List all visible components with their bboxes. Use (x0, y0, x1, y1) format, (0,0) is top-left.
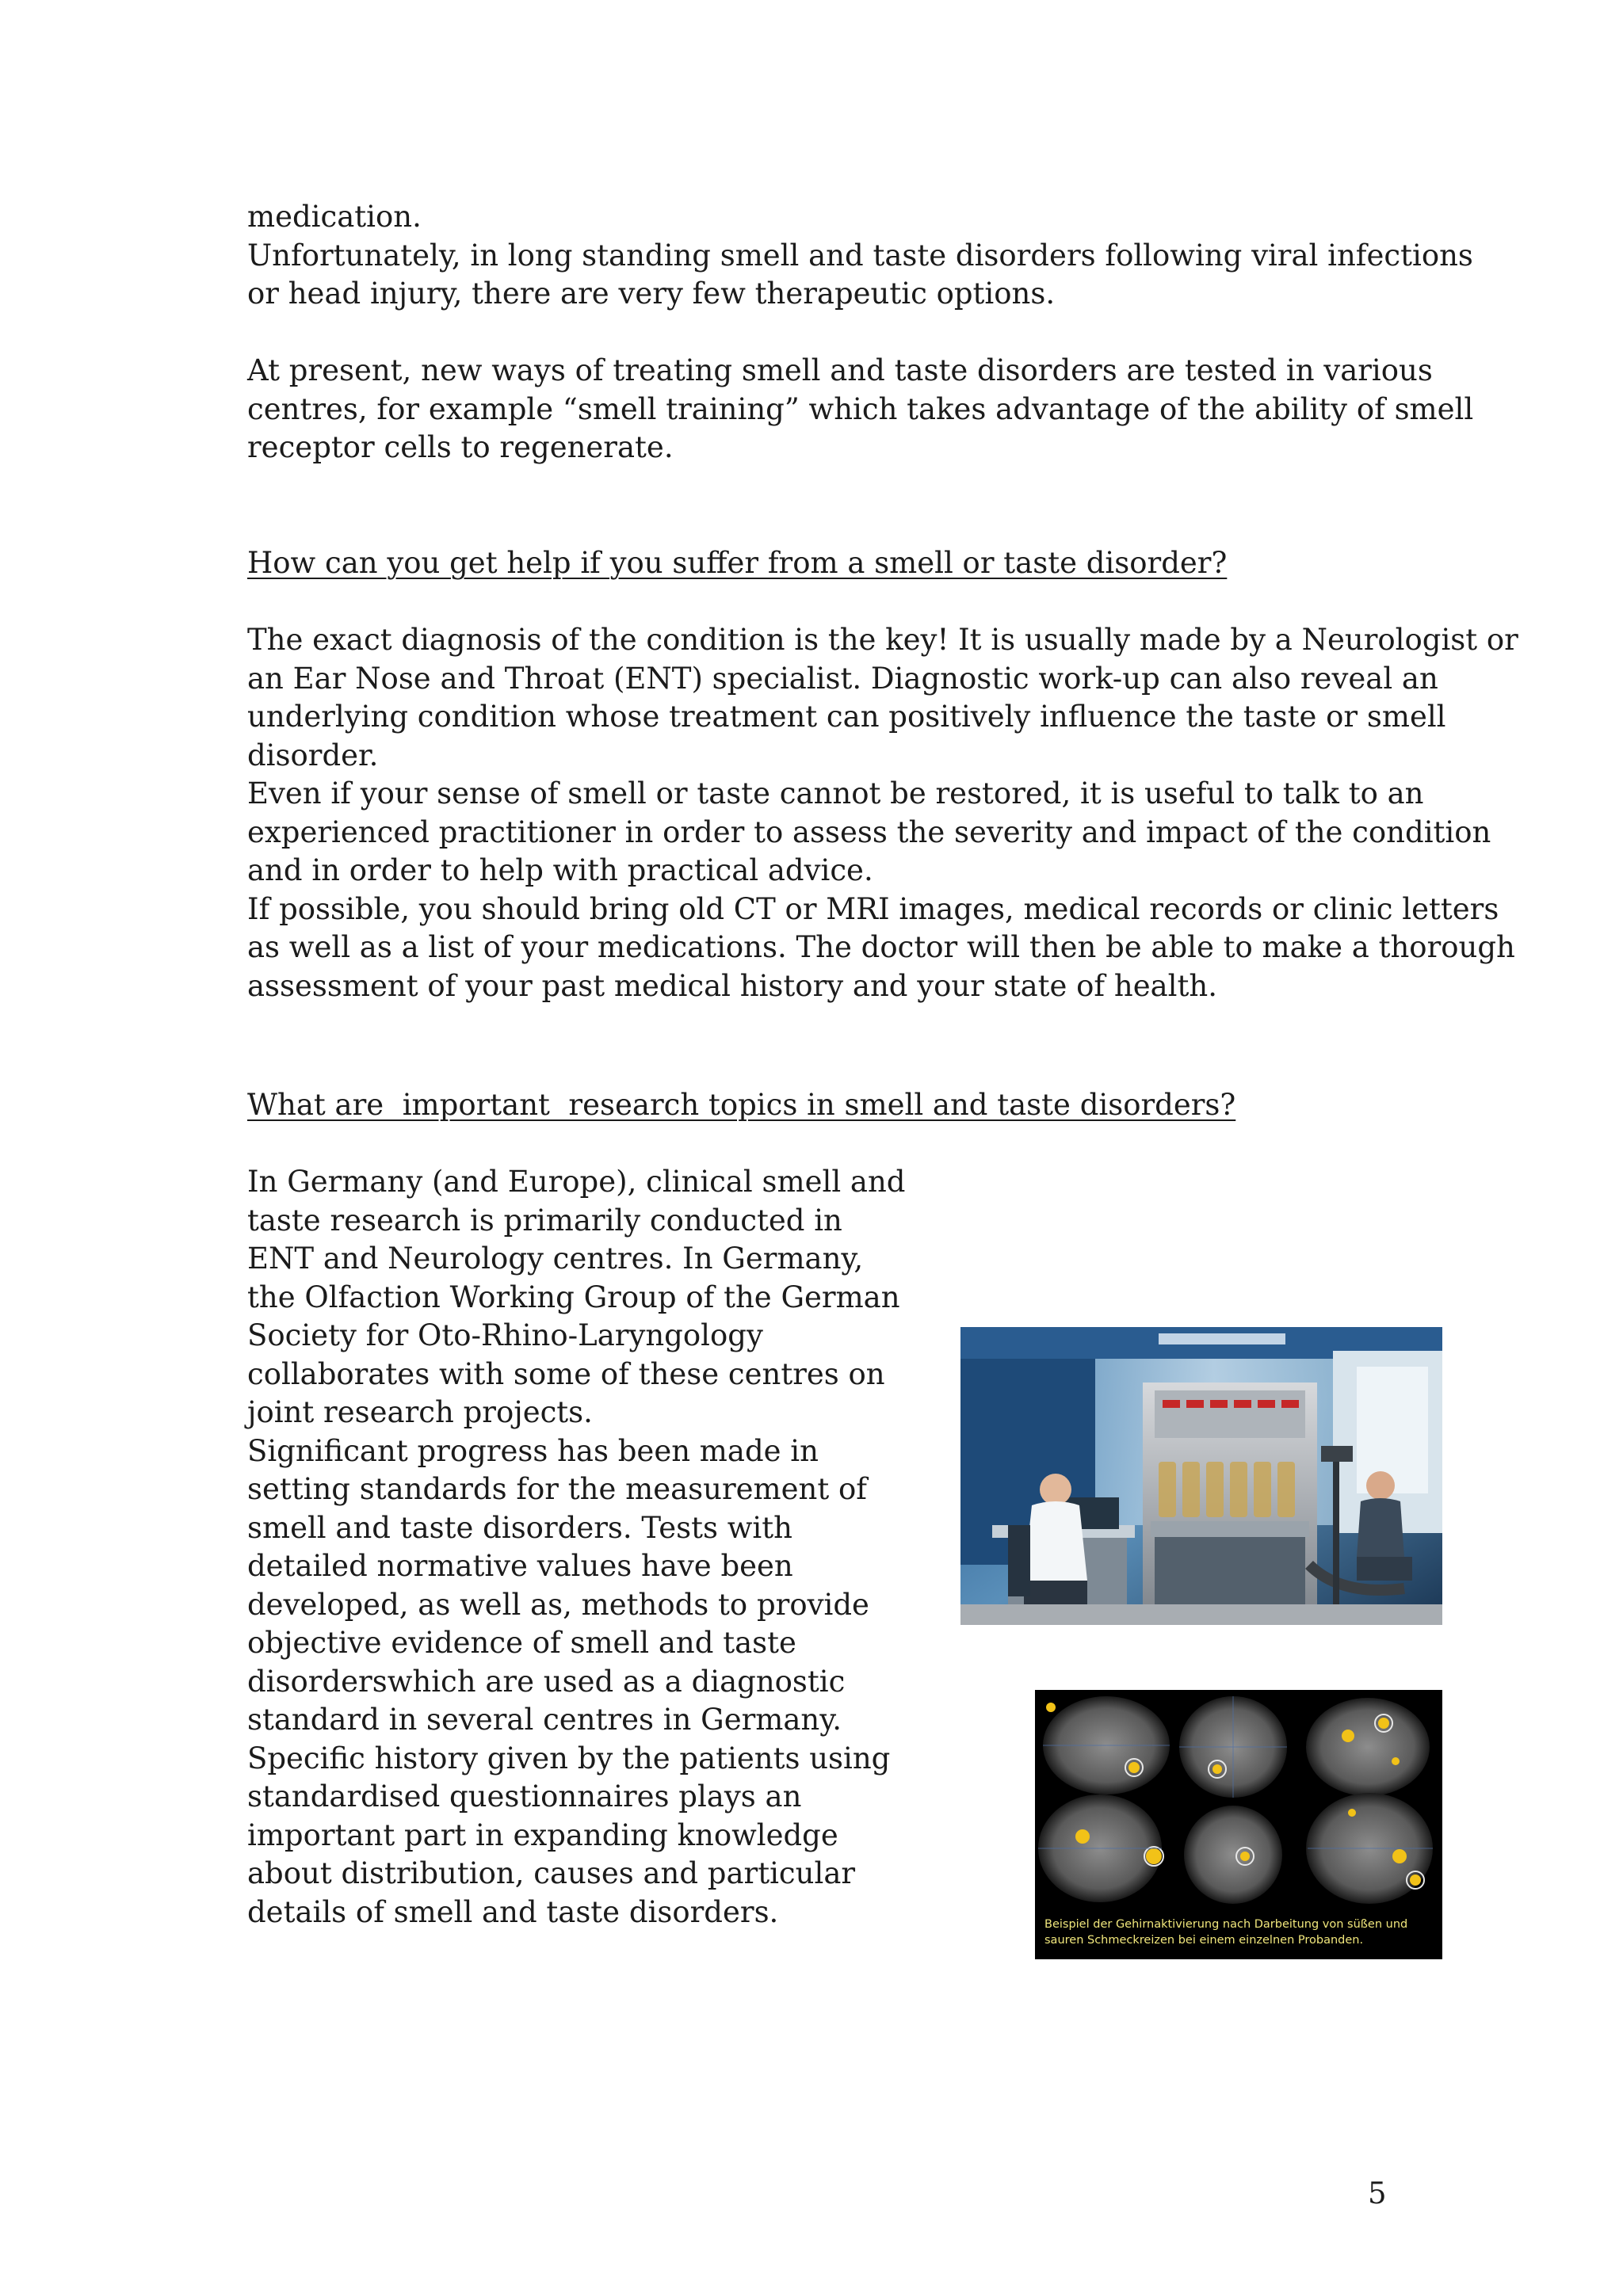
mri-caption (1044, 1917, 1407, 1948)
text-line: standard in several centres in Germany. (247, 1703, 842, 1737)
caption-line: sauren Schmeckreizen bei einem einzelnen Probanden. (1044, 1934, 1364, 1947)
text-line: taste research is primarily conducted in (247, 1203, 842, 1238)
page-number: 5 (1368, 2176, 1387, 2210)
intro-paragraph (247, 198, 1473, 314)
text-line: If possible, you should bring old CT or MRI images, medical records or clinic letters (247, 891, 1499, 926)
text-line: disorder. (247, 738, 379, 772)
section-heading-help: How can you get help if you suffer from a smell or taste disorder? (247, 546, 1228, 580)
text-line: important part in expanding knowledge (247, 1817, 838, 1852)
present-paragraph (247, 352, 1473, 467)
text-line: setting standards for the measurement of (247, 1472, 867, 1506)
section-heading-research: What are important research topics in smell and taste disorders? (247, 1088, 1236, 1122)
text-line: as well as a list of your medications. The doctor will then be able to make a thorough (247, 930, 1515, 964)
lab-photo (960, 1327, 1442, 1625)
text-line: an Ear Nose and Throat (ENT) specialist. Diagnostic work-up can also reveal an (247, 661, 1438, 696)
research-paragraph (247, 1163, 906, 1932)
text-line: and in order to help with practical advice. (247, 853, 873, 887)
text-line: collaborates with some of these centres on (247, 1356, 885, 1391)
text-line: developed, as well as, methods to provide (247, 1587, 869, 1622)
text-line: medication. (247, 200, 422, 234)
text-line: disorderswhich are used as a diagnostic (247, 1664, 846, 1699)
text-line: Society for Oto-Rhino-Laryngology (247, 1318, 763, 1352)
text-line: the Olfaction Working Group of the German (247, 1280, 900, 1314)
text-line: receptor cells to regenerate. (247, 430, 674, 464)
text-line: detailed normative values have been (247, 1549, 793, 1583)
text-line: In Germany (and Europe), clinical smell and (247, 1165, 906, 1199)
text-line: Specific history given by the patients using (247, 1741, 891, 1775)
text-line: objective evidence of smell and taste (247, 1626, 796, 1660)
text-line: details of smell and taste disorders. (247, 1894, 779, 1929)
text-line: Unfortunately, in long standing smell and taste disorders following viral infections (247, 238, 1473, 273)
text-line: about distribution, causes and particular (247, 1856, 856, 1890)
text-line: Significant progress has been made in (247, 1433, 819, 1468)
text-line: standardised questionnaires plays an (247, 1779, 802, 1814)
text-line: assessment of your past medical history and your state of health. (247, 968, 1217, 1003)
text-line: underlying condition whose treatment can positively influence the taste or smell (247, 700, 1446, 734)
text-line: or head injury, there are very few therapeutic options. (247, 277, 1056, 311)
help-paragraph (247, 621, 1518, 1005)
mri-figure (1035, 1690, 1442, 1959)
text-line: experienced practitioner in order to assess the severity and impact of the condition (247, 814, 1491, 849)
text-line: The exact diagnosis of the condition is the key! It is usually made by a Neurologist or (247, 623, 1518, 657)
text-line: joint research projects. (247, 1395, 593, 1429)
text-line: At present, new ways of treating smell and taste disorders are tested in various (247, 353, 1433, 387)
caption-line: Beispiel der Gehirnaktivierung nach Darbeitung von süßen und (1044, 1918, 1408, 1931)
text-line: Even if your sense of smell or taste cannot be restored, it is useful to talk to an (247, 776, 1424, 810)
text-line: ENT and Neurology centres. In Germany, (247, 1241, 864, 1276)
text-line: smell and taste disorders. Tests with (247, 1510, 792, 1545)
text-line: centres, for example “smell training” which takes advantage of the ability of smell (247, 391, 1474, 426)
